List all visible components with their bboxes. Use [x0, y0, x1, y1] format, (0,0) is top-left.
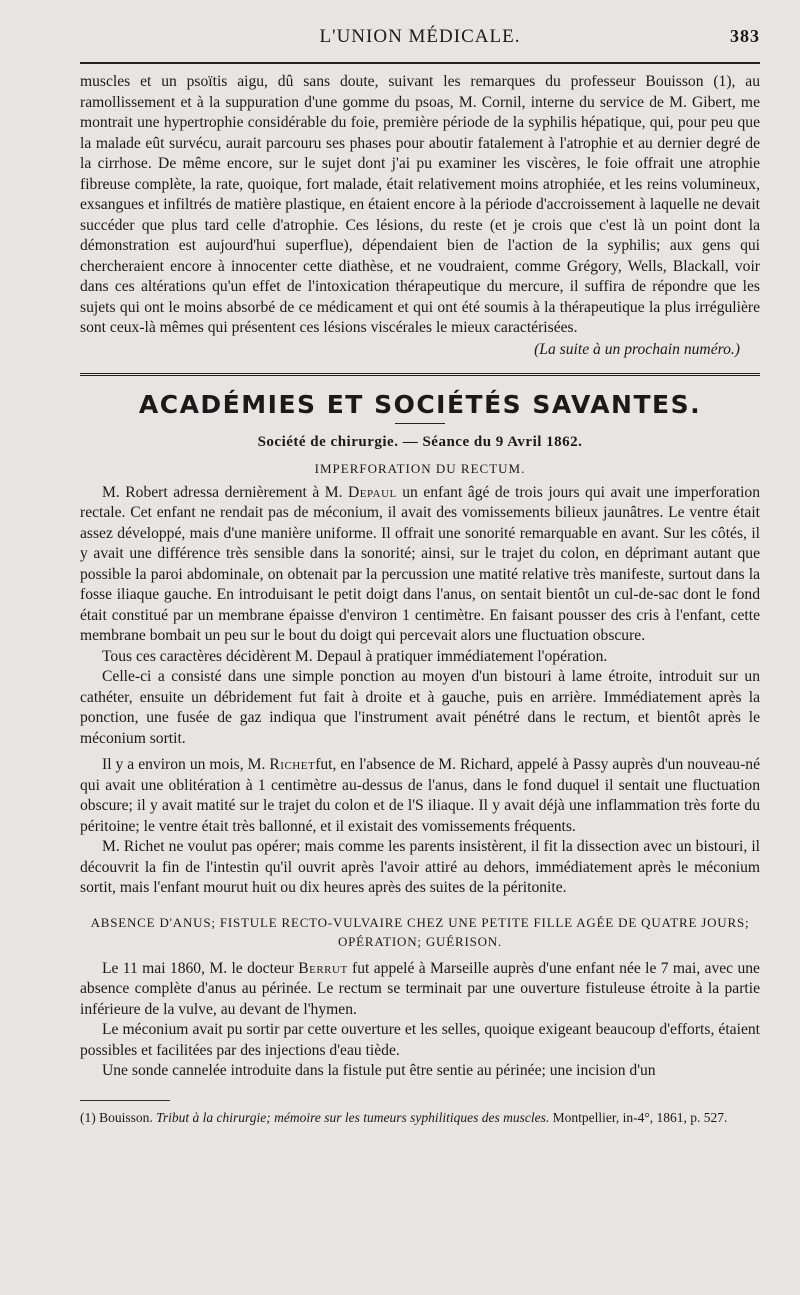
running-head [80, 26, 760, 56]
footnote-rule [80, 1100, 170, 1101]
subheading-absence-anus [80, 913, 760, 951]
name-richet: Richet [269, 756, 316, 773]
case1-p1-start: M. Robert adressa dernièrement à M. [102, 483, 343, 501]
to-be-continued: (La suite à un prochain numéro.) [534, 340, 740, 358]
footnote-title: Tribut à la chirurgie; mémoire sur les tumeurs syphilitiques des muscles. [156, 1109, 550, 1125]
case3-paragraph-1 [80, 959, 760, 1021]
case3-p1-rest: fut appelé à Marseille auprès d'une enfant née le 7 mai, avec une absence complète d'anus au périnée. Le rectum se terminait par une ouverture fistuleuse étroite à la partie inférieure de la vulve, au devant de l'hymen. [80, 959, 760, 1018]
subheading-line-2: OPÉRATION; GUÉRISON. [337, 933, 503, 949]
case2-p1-rest: fut, en l'absence de M. Richard, appelé à Passy auprès d'un nouveau-né qui avait une oblitération à 1 centimètre au-dessus de l'anus, dans le fond duquel il sentait une fluctuation obscure; il y avait matité sur le trajet du colon et de l'S iliaque. Il y avait déjà une inflammation très forte du péritoine; le ventre était très ballonné, et il existait des vomissements fréquents. [80, 756, 760, 835]
case2-p1-start: Il y a environ un mois, M. [102, 756, 266, 773]
continuation-paragraph: muscles et un psoïtis aigu, dû sans doute, suivant les remarques du professeur Bouisson (1), au ramollissement et à la suppuration d'une gomme du psoas, M. Cornil, interne du service de M. Gibert, me montrait une hypertrophie considérable du foie, première période de la syphilis hépatique, qui, pour peu que la malade eût survécu, aurait parcouru ses phases pour aboutir fatalement à l'atrophie et au dernier degré de la cirrhose. De même encore, sur le sujet dont j'ai pu examiner les viscères, le foie offrait une atrophie fibreuse complète, la rate, quoique, fort malade, était relativement moins atrophiée, et les reins volumineux, exsangues et infiltrés de matière plastique, en étaient encore à la période d'accroissement à laquelle ne devait succéder que plus tard celle d'atrophie. Ces lésions, du reste (et je crois que c'est là un point dont la démonstration est aujourd'hui superflue), dépendaient bien de l'action de la syphilis; aux gens qui chercheraient encore à innocenter cette diathèse, et ne voudraient, comme Grégory, Wells, Blackall, voir dans ces altérations qu'un effet de l'intoxication thérapeutique du mercure, il suffira de répondre que les sujets qui ont le moins absorbé de ce médicament et qui ont été soumis à la thérapeutique la plus irrégulière sont ceux-là mêmes qui présentent ces lésions viscérales le mieux caractérisées. [80, 73, 760, 336]
subheading-line-1: ABSENCE D'ANUS; FISTULE RECTO-VULVAIRE CHEZ UNE PETITE FILLE AGÉE DE QUATRE JOURS; [90, 914, 750, 930]
case1-paragraph-1 [80, 483, 760, 647]
name-berrut: Berrut [298, 959, 348, 977]
name-depaul: Depaul [348, 483, 397, 501]
journal-title: L'UNION MÉDICALE. [319, 26, 521, 47]
footnote-rest: Montpellier, in-4°, 1861, p. 527. [552, 1109, 728, 1125]
case1-p1-rest: un enfant âgé de trois jours qui avait une imperforation rectale. Cet enfant ne rendait pas de méconium, il avait des vomissements bilieux jaunâtres. Le ventre était assez développé, mais d'une manière uniforme. Il offrait une sonorité remarquable en avant. Sur les côtés, il y avait une différence très sensible dans la sonorité; ainsi, sur le trajet du colon, en déprimant autant que possible la paroi abdominale, on obtenait par la percussion une matité relative très manifeste, surtout dans la fosse iliaque gauche. En introduisant le petit doigt dans l'anus, on sentait bientôt un cul-de-sac dont le fond était constitué par un membrane épaisse d'environ 1 centimètre. En faisant pousser des cris à l'enfant, cette membrane bombait un peu sur le bout du doigt qui percevait alors une fluctuation obscure. [80, 483, 761, 644]
seance-heading: Société de chirurgie. — Séance du 9 Avril 1862. [257, 433, 583, 450]
footnote [80, 1109, 760, 1127]
page-number: 383 [730, 26, 760, 46]
case2-paragraph-1 [80, 755, 760, 837]
subheading-imperforation: IMPERFORATION DU RECTUM. [314, 460, 526, 476]
title-rule [395, 423, 445, 424]
case2-paragraph-2: M. Richet ne voulut pas opérer; mais comme les parents insistèrent, il fit la dissection avec un bistouri, il découvrit la fin de l'intestin qu'il ouvrit après l'avoir attiré au dehors, immédiatement après le méconium sortit, mais l'enfant mourut huit ou dix heures après des suites de la péritonite. [80, 838, 760, 896]
case1-paragraph-2: Tous ces caractères décidèrent M. Depaul à pratiquer immédiatement l'opération. [102, 647, 608, 665]
case3-paragraph-3: Une sonde cannelée introduite dans la fistule put être sentie au périnée; une incision d'un [102, 1062, 656, 1079]
case3-paragraph-2: Le méconium avait pu sortir par cette ouverture et les selles, quoique exigeant beaucoup d'efforts, étaient possibles et facilitées par des injections d'eau tiède. [80, 1021, 760, 1059]
header-rule [80, 62, 760, 64]
section-divider [80, 373, 760, 376]
case3-p1-start: Le 11 mai 1860, M. le docteur [102, 959, 294, 977]
footnote-marker: (1) Bouisson. [80, 1109, 153, 1125]
section-title: ACADÉMIES ET SOCIÉTÉS SAVANTES. [138, 389, 702, 419]
case1-paragraph-3: Celle-ci a consisté dans une simple ponction au moyen d'un bistouri à lame étroite, introduit sur un cathéter, ensuite un débridement fut fait à droite et à gauche, puis en arrière. Immédiatement après la ponction, une fusée de gaz indiqua que l'instrument avait pénétré dans le rectum, et bientôt après le méconium sortit. [80, 668, 760, 747]
